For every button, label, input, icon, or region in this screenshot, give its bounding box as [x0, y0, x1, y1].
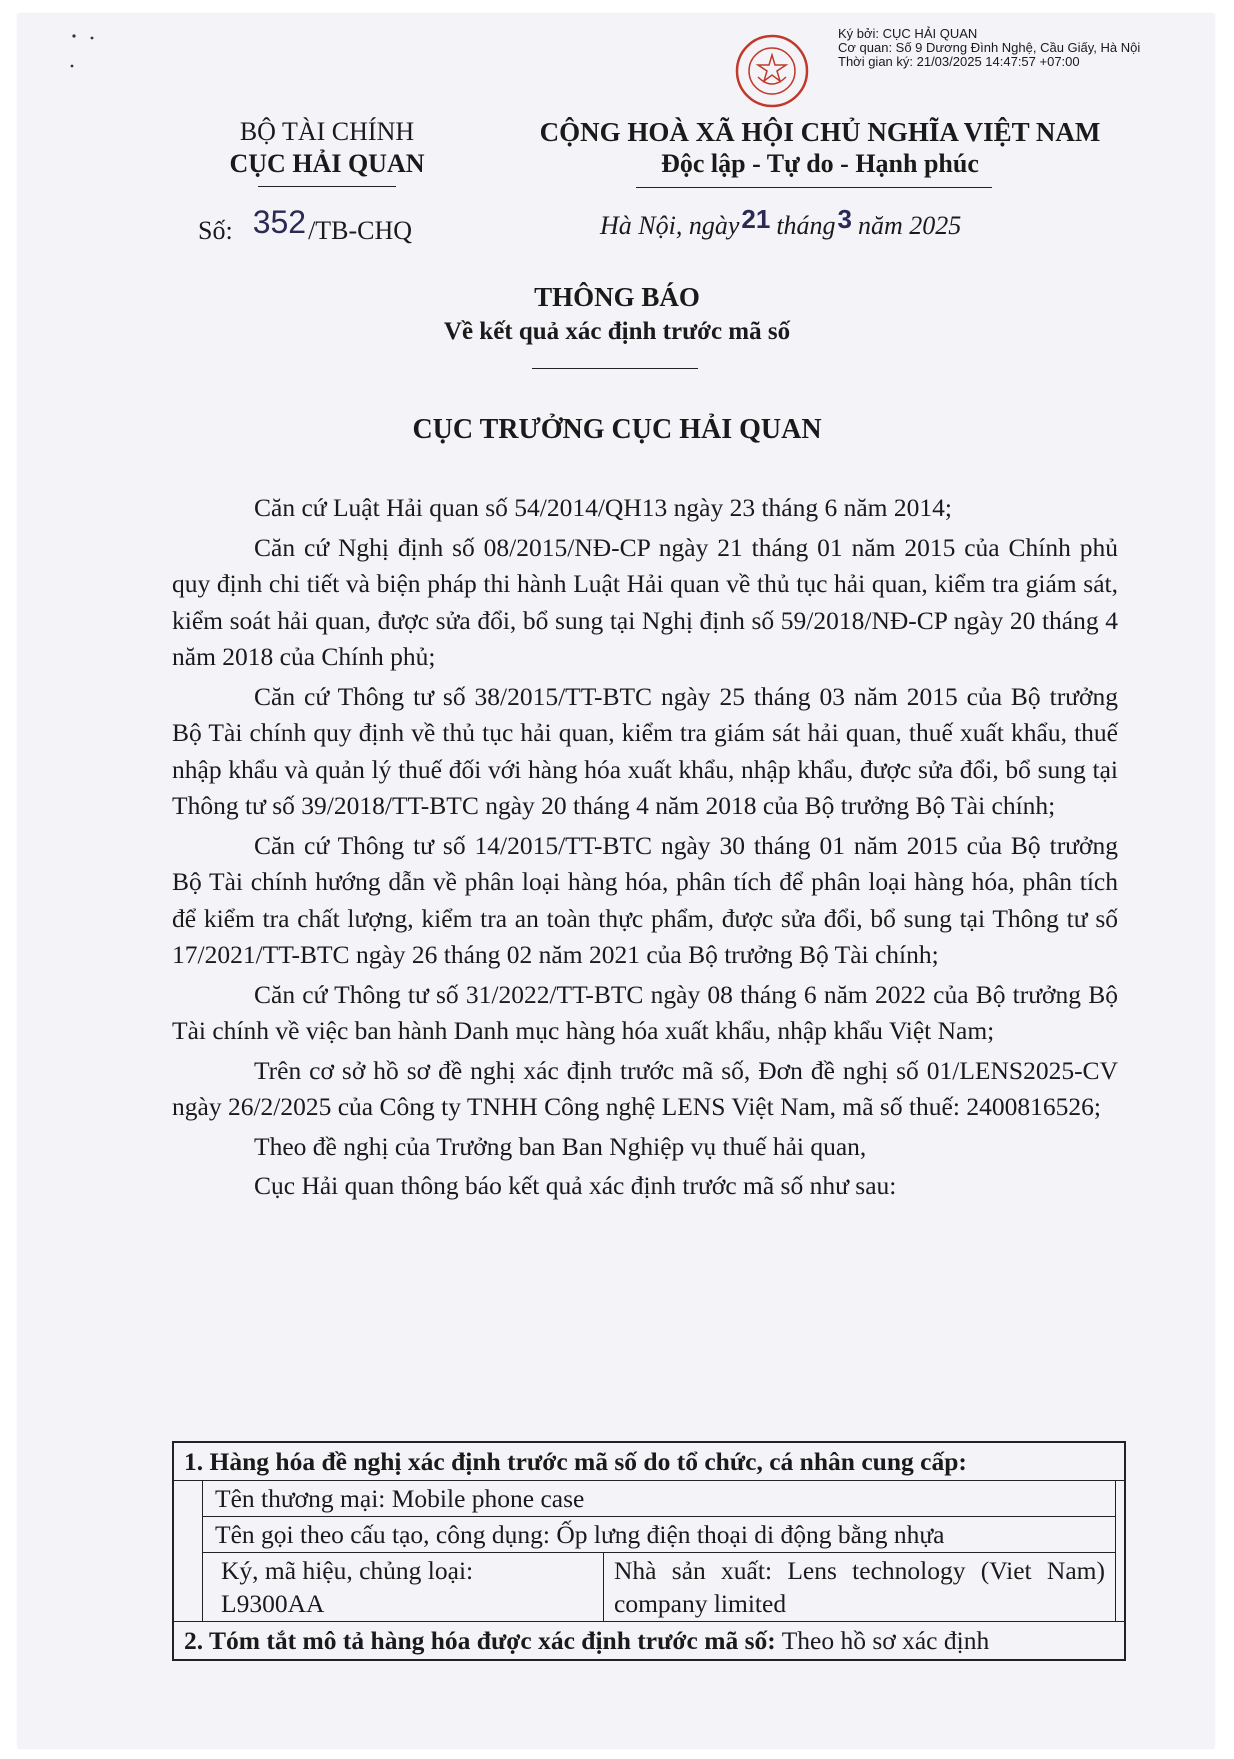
- model-value: L9300AA: [221, 1589, 325, 1618]
- paragraph: Trên cơ sở hồ sơ đề nghị xác định trước mã số, Đơn đề nghị số 01/LENS2025-CV ngày 26/2/2025 của Công ty TNHH Công nghệ LENS Việt Nam, mã số thuế: 2400816526;: [172, 1055, 1118, 1121]
- org-name: CỤC HẢI QUAN: [229, 149, 425, 178]
- paragraph: Căn cứ Thông tư số 14/2015/TT-BTC ngày 30 tháng 01 năm 2015 của Bộ trưởng Bộ Tài chính hướng dẫn về phân loại hàng hóa, phân tích để phân loại hàng hóa, phân tích để kiểm tra chất lượng, kiểm tra an toàn thực phẩm, được sửa đổi, bổ sung tại Thông tư số 17/2021/TT-BTC ngày 26 tháng 02 năm 2021 của Bộ trưởng Bộ Tài chính;: [172, 830, 1118, 969]
- section2-heading: 2. Tóm tắt mô tả hàng hóa được xác định trước mã số:: [184, 1626, 776, 1655]
- goods-info-table: [172, 1441, 1126, 1661]
- country-name: CỘNG HOÀ XÃ HỘI CHỦ NGHĨA VIỆT NAM: [539, 117, 1101, 147]
- section1-heading: 1. Hàng hóa đề nghị xác định trước mã số do tổ chức, cá nhân cung cấp:: [174, 1443, 1124, 1481]
- paragraph: Căn cứ Thông tư số 38/2015/TT-BTC ngày 25 tháng 03 năm 2015 của Bộ trưởng Bộ Tài chính quy định về thủ tục hải quan, kiểm tra giám sát hải quan, thuế xuất khẩu, thuế nhập khẩu và quản lý thuế đối với hàng hóa xuất khẩu, nhập khẩu, được sửa đổi, bổ sung tại Thông tư số 39/2018/TT-BTC ngày 20 tháng 4 năm 2018 của Bộ trưởng Bộ Tài chính;: [172, 681, 1118, 820]
- paragraph: Theo đề nghị của Trưởng ban Ban Nghiệp vụ thuế hải quan,: [254, 1131, 867, 1161]
- section2-text: Theo hồ sơ xác định: [781, 1626, 990, 1655]
- document-number: [198, 204, 413, 247]
- document-subject: Về kết quả xác định trước mã số: [443, 318, 791, 345]
- number-suffix: /TB-CHQ: [308, 216, 413, 245]
- paragraph: Cục Hải quan thông báo kết quả xác định trước mã số như sau:: [254, 1171, 897, 1200]
- document-type: THÔNG BÁO: [534, 282, 700, 312]
- number-label: Số:: [198, 216, 233, 245]
- issuing-agency-header: [196, 116, 458, 180]
- signature-signer: Ký bởi: CỤC HẢI QUAN: [838, 26, 978, 41]
- national-motto: Độc lập - Tự do - Hạnh phúc: [661, 149, 979, 178]
- date-month-label: tháng: [776, 211, 836, 240]
- section1-inner: [202, 1481, 1116, 1621]
- manufacturer: Nhà sản xuất: Lens technology (Viet Nam) company limited: [614, 1556, 1105, 1618]
- trade-name: Tên thương mại: Mobile phone case: [203, 1481, 1115, 1517]
- signature-time: Thời gian ký: 21/03/2025 14:47:57 +07:00: [838, 54, 1080, 69]
- header-right-rule: [636, 187, 992, 188]
- paragraph: Căn cứ Luật Hải quan số 54/2014/QH13 ngày 23 tháng 6 năm 2014;: [254, 493, 952, 522]
- structural-name: Tên gọi theo cấu tạo, công dụng: Ốp lưng điện thoại di động bằng nhựa: [203, 1517, 1115, 1553]
- date-year: năm 2025: [858, 211, 962, 240]
- date-prefix: Hà Nội, ngày: [600, 211, 740, 240]
- digital-signature-block: [838, 27, 1140, 69]
- model-cell: [203, 1553, 604, 1621]
- authority-title: CỤC TRƯỞNG CỤC HẢI QUAN: [412, 414, 822, 445]
- model-label: Ký, mã hiệu, chủng loại:: [221, 1556, 474, 1585]
- national-header: [520, 116, 1120, 180]
- header-left-rule: [258, 186, 396, 187]
- section2-row: [174, 1622, 1124, 1659]
- model-manufacturer-row: [203, 1553, 1115, 1621]
- title-rule: [532, 368, 698, 369]
- official-seal-icon: [734, 33, 810, 109]
- document-body: [172, 490, 1118, 1208]
- paragraph: Căn cứ Thông tư số 31/2022/TT-BTC ngày 08 tháng 6 năm 2022 của Bộ trưởng Bộ Tài chính về việc ban hành Danh mục hàng hóa xuất khẩu, nhập khẩu Việt Nam;: [172, 979, 1118, 1045]
- date-day: 21: [741, 204, 771, 234]
- org-parent: BỘ TÀI CHÍNH: [239, 117, 415, 146]
- scan-specks: [70, 34, 110, 74]
- paragraph: Căn cứ Nghị định số 08/2015/NĐ-CP ngày 21 tháng 01 năm 2015 của Chính phủ quy định chi tiết và biện pháp thi hành Luật Hải quan về thủ tục hải quan, kiểm tra giám sát, kiểm soát hải quan, được sửa đổi, bổ sung tại Nghị định số 59/2018/NĐ-CP ngày 20 tháng 4 năm 2018 của Chính phủ;: [172, 532, 1118, 671]
- section1-details: [174, 1481, 1124, 1622]
- issue-date: [600, 204, 962, 241]
- date-month: 3: [837, 204, 853, 234]
- signature-agency: Cơ quan: Số 9 Dương Đình Nghệ, Cầu Giấy, Hà Nội: [838, 40, 1141, 55]
- number-value: 352: [252, 204, 307, 240]
